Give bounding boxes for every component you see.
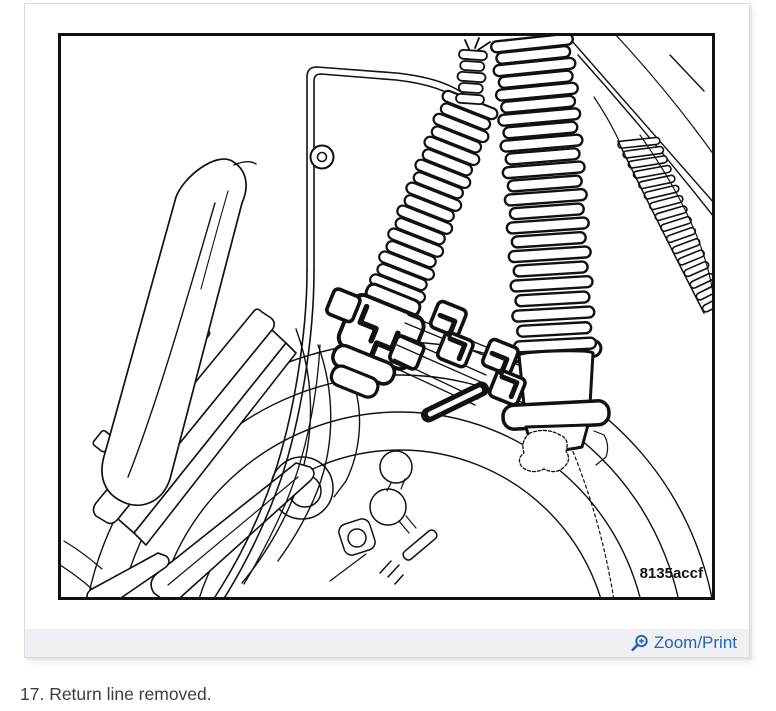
diagram-frame — [58, 33, 715, 600]
step-caption: 17. Return line removed. — [20, 684, 212, 704]
figure-code: 8135accf — [639, 565, 703, 582]
figure-toolbar — [25, 629, 749, 657]
figure-card — [24, 3, 750, 658]
return-line-diagram — [58, 33, 715, 600]
zoom-print-label: Zoom/Print — [653, 633, 737, 652]
zoom-print-link[interactable] — [630, 633, 737, 653]
line-clip-ring — [311, 146, 334, 169]
magnifier-plus-icon — [630, 634, 649, 653]
